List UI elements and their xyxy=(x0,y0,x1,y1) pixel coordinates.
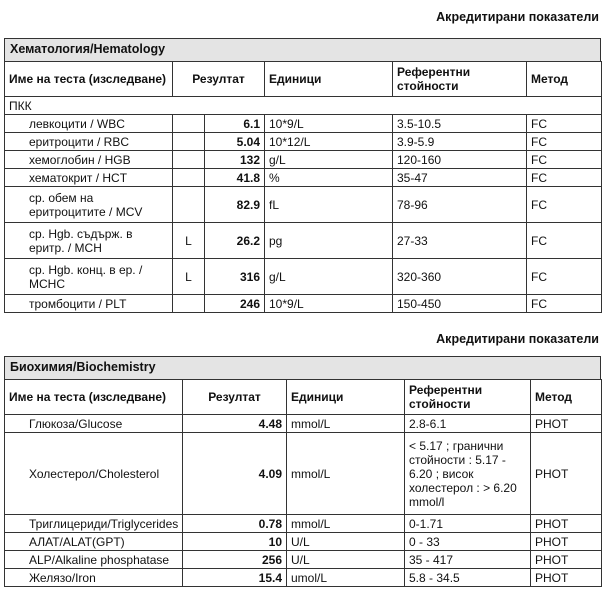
result-value: 41.8 xyxy=(205,169,265,187)
test-name: левкоцити / WBC xyxy=(5,115,173,133)
accredited-label-top: Акредитирани показатели xyxy=(436,10,599,24)
biochemistry-header-row xyxy=(5,380,602,415)
reference-range: 3.9-5.9 xyxy=(393,133,527,151)
bio-col-result-header: Резултат xyxy=(183,380,287,415)
table-row xyxy=(5,187,602,223)
reference-range: 0 - 33 xyxy=(405,533,531,551)
result-value: 256 xyxy=(183,551,287,569)
method: FC xyxy=(527,223,602,259)
units: U/L xyxy=(287,533,405,551)
bio-col-method-header: Метод xyxy=(531,380,602,415)
table-row xyxy=(5,223,602,259)
col-units-header: Единици xyxy=(265,62,393,97)
reference-range: 120-160 xyxy=(393,151,527,169)
col-result-header: Резултат xyxy=(173,62,265,97)
reference-range: 35-47 xyxy=(393,169,527,187)
result-value: 26.2 xyxy=(205,223,265,259)
group-row xyxy=(5,97,602,115)
flag xyxy=(173,151,205,169)
result-value: 316 xyxy=(205,259,265,295)
method: FC xyxy=(527,295,602,313)
table-row xyxy=(5,295,602,313)
method: PHOT xyxy=(531,415,602,433)
result-value: 0.78 xyxy=(183,515,287,533)
test-name: тромбоцити / PLT xyxy=(5,295,173,313)
test-name: ср. обем на еритроцитите / MCV xyxy=(5,187,173,223)
result-value: 82.9 xyxy=(205,187,265,223)
units: pg xyxy=(265,223,393,259)
method: PHOT xyxy=(531,515,602,533)
result-value: 132 xyxy=(205,151,265,169)
table-row xyxy=(5,259,602,295)
result-value: 6.1 xyxy=(205,115,265,133)
flag: L xyxy=(173,223,205,259)
method: PHOT xyxy=(531,433,602,515)
test-name: ср. Hgb. конц. в ер. / MCHC xyxy=(5,259,173,295)
units: 10*9/L xyxy=(265,295,393,313)
units: umol/L xyxy=(287,569,405,587)
method: FC xyxy=(527,187,602,223)
units: fL xyxy=(265,187,393,223)
accredited-label-bottom: Акредитирани показатели xyxy=(436,332,599,346)
table-row xyxy=(5,551,602,569)
flag xyxy=(173,169,205,187)
test-name: хемоглобин / HGB xyxy=(5,151,173,169)
units: g/L xyxy=(265,151,393,169)
flag xyxy=(173,295,205,313)
reference-range: 27-33 xyxy=(393,223,527,259)
flag: L xyxy=(173,259,205,295)
result-value: 4.09 xyxy=(183,433,287,515)
table-row xyxy=(5,169,602,187)
test-name: Триглицериди/Triglycerides xyxy=(5,515,183,533)
col-test-header: Име на теста (изследване) xyxy=(5,62,173,97)
method: FC xyxy=(527,115,602,133)
reference-range: 150-450 xyxy=(393,295,527,313)
units: mmol/L xyxy=(287,433,405,515)
result-value: 246 xyxy=(205,295,265,313)
result-value: 4.48 xyxy=(183,415,287,433)
bio-col-reference-header: Референтни стойности xyxy=(405,380,531,415)
result-value: 5.04 xyxy=(205,133,265,151)
table-row xyxy=(5,433,602,515)
units: 10*9/L xyxy=(265,115,393,133)
reference-range: 3.5-10.5 xyxy=(393,115,527,133)
units: mmol/L xyxy=(287,415,405,433)
reference-range: 5.8 - 34.5 xyxy=(405,569,531,587)
units: U/L xyxy=(287,551,405,569)
biochemistry-section xyxy=(4,356,601,587)
col-method-header: Метод xyxy=(527,62,602,97)
hematology-header-row xyxy=(5,62,602,97)
method: FC xyxy=(527,151,602,169)
reference-range: 2.8-6.1 xyxy=(405,415,531,433)
test-name: ALP/Alkaline phosphatase xyxy=(5,551,183,569)
reference-range: 78-96 xyxy=(393,187,527,223)
method: PHOT xyxy=(531,551,602,569)
table-row xyxy=(5,533,602,551)
biochemistry-table xyxy=(4,379,602,587)
hematology-title: Хематология/Hematology xyxy=(4,38,601,61)
result-value: 15.4 xyxy=(183,569,287,587)
method: FC xyxy=(527,259,602,295)
table-row xyxy=(5,151,602,169)
method: PHOT xyxy=(531,533,602,551)
units: mmol/L xyxy=(287,515,405,533)
hematology-table xyxy=(4,61,602,313)
test-name: Желязо/Iron xyxy=(5,569,183,587)
table-row xyxy=(5,133,602,151)
units: g/L xyxy=(265,259,393,295)
flag xyxy=(173,133,205,151)
test-name: Холестерол/Cholesterol xyxy=(5,433,183,515)
reference-range: 0-1.71 xyxy=(405,515,531,533)
col-reference-header: Референтни стойности xyxy=(393,62,527,97)
test-name: еритроцити / RBC xyxy=(5,133,173,151)
table-row xyxy=(5,415,602,433)
reference-range: 320-360 xyxy=(393,259,527,295)
test-name: АЛАТ/ALAT(GPT) xyxy=(5,533,183,551)
reference-range: < 5.17 ; гранични стойности : 5.17 - 6.20 ; висок холестерол : > 6.20 mmol/l xyxy=(405,433,531,515)
result-value: 10 xyxy=(183,533,287,551)
units: 10*12/L xyxy=(265,133,393,151)
reference-range: 35 - 417 xyxy=(405,551,531,569)
bio-col-units-header: Единици xyxy=(287,380,405,415)
method: FC xyxy=(527,133,602,151)
test-name: Глюкоза/Glucose xyxy=(5,415,183,433)
table-row xyxy=(5,115,602,133)
test-name: ср. Hgb. съдърж. в еритр. / MCH xyxy=(5,223,173,259)
flag xyxy=(173,187,205,223)
group-label: ПКК xyxy=(5,97,602,115)
biochemistry-title: Биохимия/Biochemistry xyxy=(4,356,601,379)
units: % xyxy=(265,169,393,187)
table-row xyxy=(5,515,602,533)
bio-col-test-header: Име на теста (изследване) xyxy=(5,380,183,415)
method: PHOT xyxy=(531,569,602,587)
hematology-section xyxy=(4,38,601,313)
table-row xyxy=(5,569,602,587)
flag xyxy=(173,115,205,133)
test-name: хематокрит / HCT xyxy=(5,169,173,187)
method: FC xyxy=(527,169,602,187)
